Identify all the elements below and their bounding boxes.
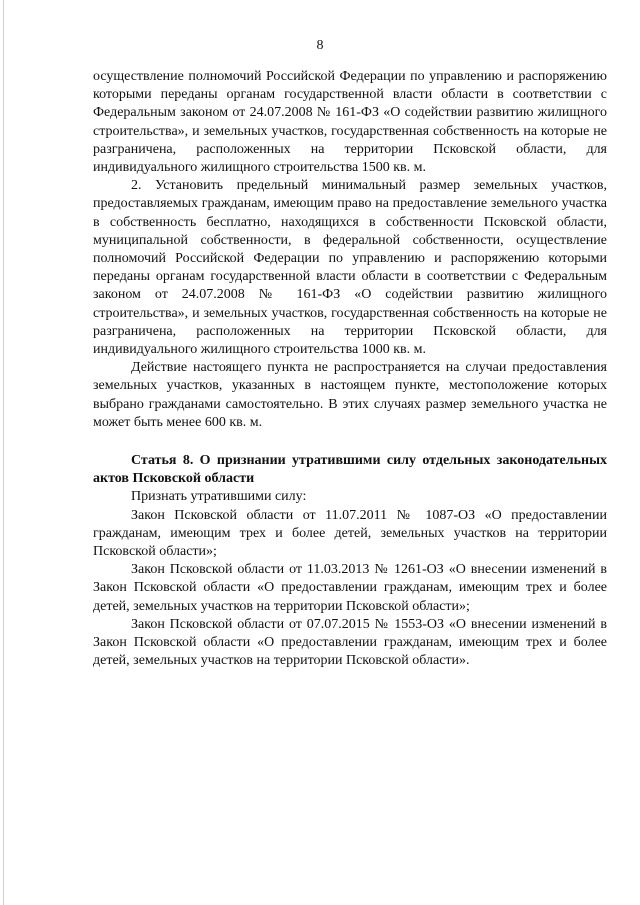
section-spacer: [93, 432, 607, 452]
article-8-intro: Признать утратившими силу:: [131, 489, 307, 505]
article-8-heading: Статья 8. О признании утратившими силу отдельных законодательных актов Псковской области: [93, 453, 607, 487]
page-number: 8: [316, 38, 324, 53]
document-body: [93, 68, 607, 671]
repealed-law-item-1: Закон Псковской области от 11.07.2011 № 1087-ОЗ «О предоставлении гражданам, имеющим трех и более детей, земельных участков на территории Псковской области»;: [93, 507, 607, 560]
repealed-law-item-3: Закон Псковской области от 07.07.2015 № 1553-ОЗ «О внесении изменений в Закон Псковской области «О предоставлении гражданам, имеющим трех и более детей, земельных участков на территории Псковской области».: [93, 616, 607, 669]
repealed-law-item-2: Закон Псковской области от 11.03.2013 № 1261-ОЗ «О внесении изменений в Закон Псковской области «О предоставлении гражданам, имеющим трех и более детей, земельных участков на территории Псковской области»;: [93, 562, 607, 614]
scan-edge-line: [3, 0, 4, 905]
paragraph-continuation: осуществление полномочий Российской Федерации по управлению и распоряжению которыми переданы органам государственной власти области в соответствии с Федеральным законом от 24.07.2008 № 161-ФЗ «О содействии развитию жилищного строительства», и земельных участков, государственная собственность на которые не разграничена, расположенных на территории Псковской области, для индивидуального жилищного строительства 1500 кв. м.: [93, 69, 607, 176]
paragraph-point-2: 2. Установить предельный минимальный размер земельных участков, предоставляемых гражданам, имеющим право на предоставление земельного участка в собственность бесплатно, находящихся в собственности Псковской области, муниципальной собственности, в федеральной собственности, осуществление полномочий Российской Федерации по управлению и распоряжению которыми переданы органам государственной власти области в соответствии с Федеральным законом от 24.07.2008 № 161-ФЗ «О содействии развитию жилищного строительства», и земельных участков, государственная собственность на которые не разграничена, расположенных на территории Псковской области, для индивидуального жилищного строительства 1000 кв. м.: [93, 178, 607, 358]
paragraph-exception: Действие настоящего пункта не распространяется на случаи предоставления земельных участков, указанных в настоящем пункте, местоположение которых выбрано гражданами самостоятельно. В этих случаях размер земельного участка не может быть менее 600 кв. м.: [93, 360, 607, 430]
